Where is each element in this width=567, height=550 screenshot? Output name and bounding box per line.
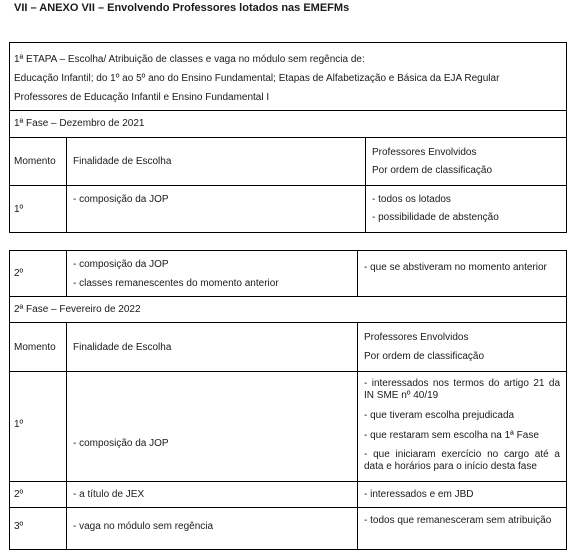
row-momento: 2º [14,268,24,279]
row-finalidade: - composição da JOP [73,259,169,270]
col-momento-header: Momento [14,156,56,167]
row-finalidade: - composição da JOP [73,438,169,449]
row-momento: 2º [14,489,24,500]
row-professores: - interessados e em JBD [364,489,474,500]
col-momento-header: Momento [14,342,56,353]
row-finalidade: - vaga no módulo sem regência [73,521,214,532]
row-professores: - que se abstiveram no momento anterior [364,262,547,273]
document-title: VII – ANEXO VII – Envolvendo Professores lotados nas EMEFMs [14,2,350,14]
fase-1-label: 1ª Fase – Dezembro de 2021 [14,118,145,129]
col-finalidade-header: Finalidade de Escolha [73,342,172,353]
col-finalidade-header: Finalidade de Escolha [73,156,172,167]
etapa-line-1: 1ª ETAPA – Escolha/ Atribuição de classes e vaga no módulo sem regência de: [14,54,365,65]
col-professores-header: Professores Envolvidos [364,332,469,343]
row-finalidade: - classes remanescentes do momento anterior [73,278,279,289]
col-professores-header: Professores Envolvidos [372,147,477,158]
row-finalidade: - a título de JEX [73,489,145,500]
etapa-line-2: Educação Infantil; do 1º ao 5º ano do Ensino Fundamental; Etapas de Alfabetização e Básica da EJA Regular [14,73,500,84]
row-professores: - que tiveram escolha prejudicada [364,410,515,421]
row-professores: - interessados nos termos do artigo 21 da IN SME nº 40/19 [364,378,560,401]
etapa-line-3: Professores de Educação Infantil e Ensino Fundamental I [14,92,270,103]
col-professores-subheader: Por ordem de classificação [372,165,493,176]
row-professores: - que restaram sem escolha na 1ª Fase [364,430,539,441]
row-professores: - todos que remanesceram sem atribuição [364,515,552,526]
row-momento: 1º [14,204,24,215]
fase-2-label: 2ª Fase – Fevereiro de 2022 [14,304,141,315]
row-professores: - que iniciaram exercício no cargo até a data e horários para o início desta fase [364,449,560,472]
row-professores: - possibilidade de abstenção [372,212,499,223]
row-finalidade: - composição da JOP [73,194,169,205]
row-momento: 3º [14,521,24,532]
row-professores: - todos os lotados [372,194,451,205]
row-momento: 1º [14,419,24,430]
col-professores-subheader: Por ordem de classificação [364,351,485,362]
